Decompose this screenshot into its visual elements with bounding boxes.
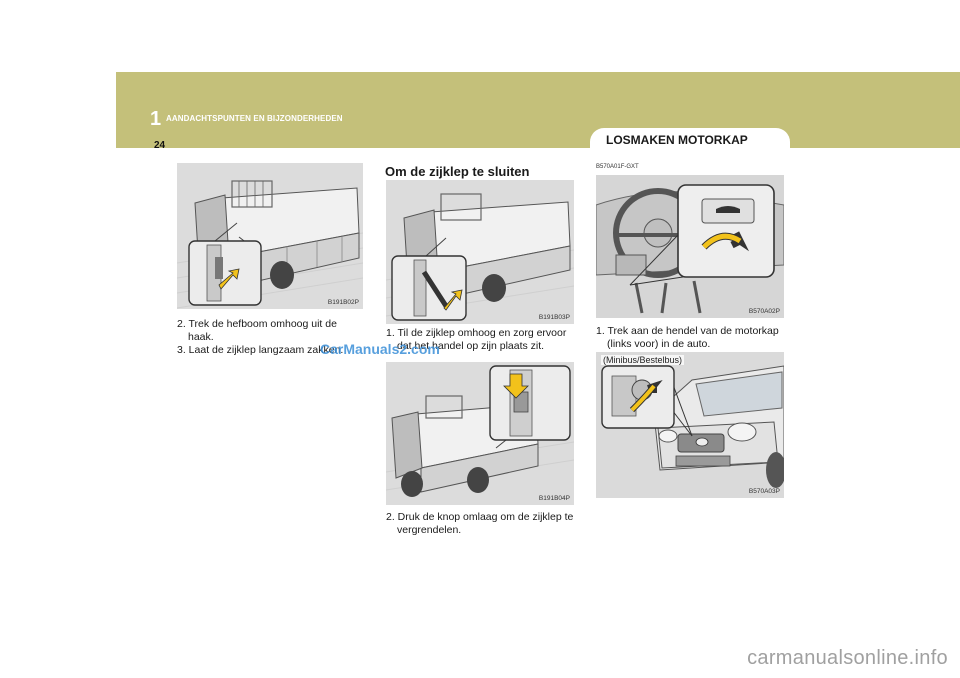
close-tailgate-heading: Om de zijklep te sluiten [385,164,530,179]
figure-tailgate-raise [386,180,574,324]
col3-step1 [596,325,786,351]
step-1: 1. Til de zijklep omhoog en zorg ervoor dat het handel op zijn plaats zit. [386,327,567,352]
figure-hood-release-lever [596,175,784,318]
truck-illustration [386,180,574,324]
watermark-logo: CarManuals2.com [320,341,440,357]
footer-brand: carmanualsonline.info [747,647,948,669]
figure-code: B191B04P [538,495,570,502]
minibus-illustration [596,352,784,498]
step-3: 3. Laat de zijklep langzaam zakken. [177,344,344,356]
doc-id: B570A01F-GXT [596,164,639,170]
figure-code: B570A03P [748,488,780,495]
dashboard-illustration [596,175,784,318]
truck-illustration [177,163,363,309]
col2-step2 [386,511,576,537]
truck-illustration [386,362,574,505]
step-1: 1. Trek aan de hendel van de motorkap (links voor) in de auto. [596,325,779,350]
figure-code: B191B03P [538,314,570,321]
header-band [116,72,960,148]
page-number: 24 [154,140,166,151]
figure-variant-tag: (Minibus/Bestelbus) [603,355,683,365]
figure-tailgate-lock [386,362,574,505]
step-2: 2. Trek de hefboom omhoog uit de haak. [177,318,337,343]
figure-code: B191B02P [327,299,359,306]
chapter-title: AANDACHTSPUNTEN EN BIJZONDERHEDEN [166,114,343,123]
section-title: LOSMAKEN MOTORKAP [606,133,748,147]
figure-code: B570A02P [748,308,780,315]
step-2: 2. Druk de knop omlaag om de zijklep te vergrendelen. [386,511,574,536]
figure-truck-side-lever [177,163,363,309]
chapter-number: 1 [150,108,162,130]
figure-minibus-hood-latch [596,352,784,498]
